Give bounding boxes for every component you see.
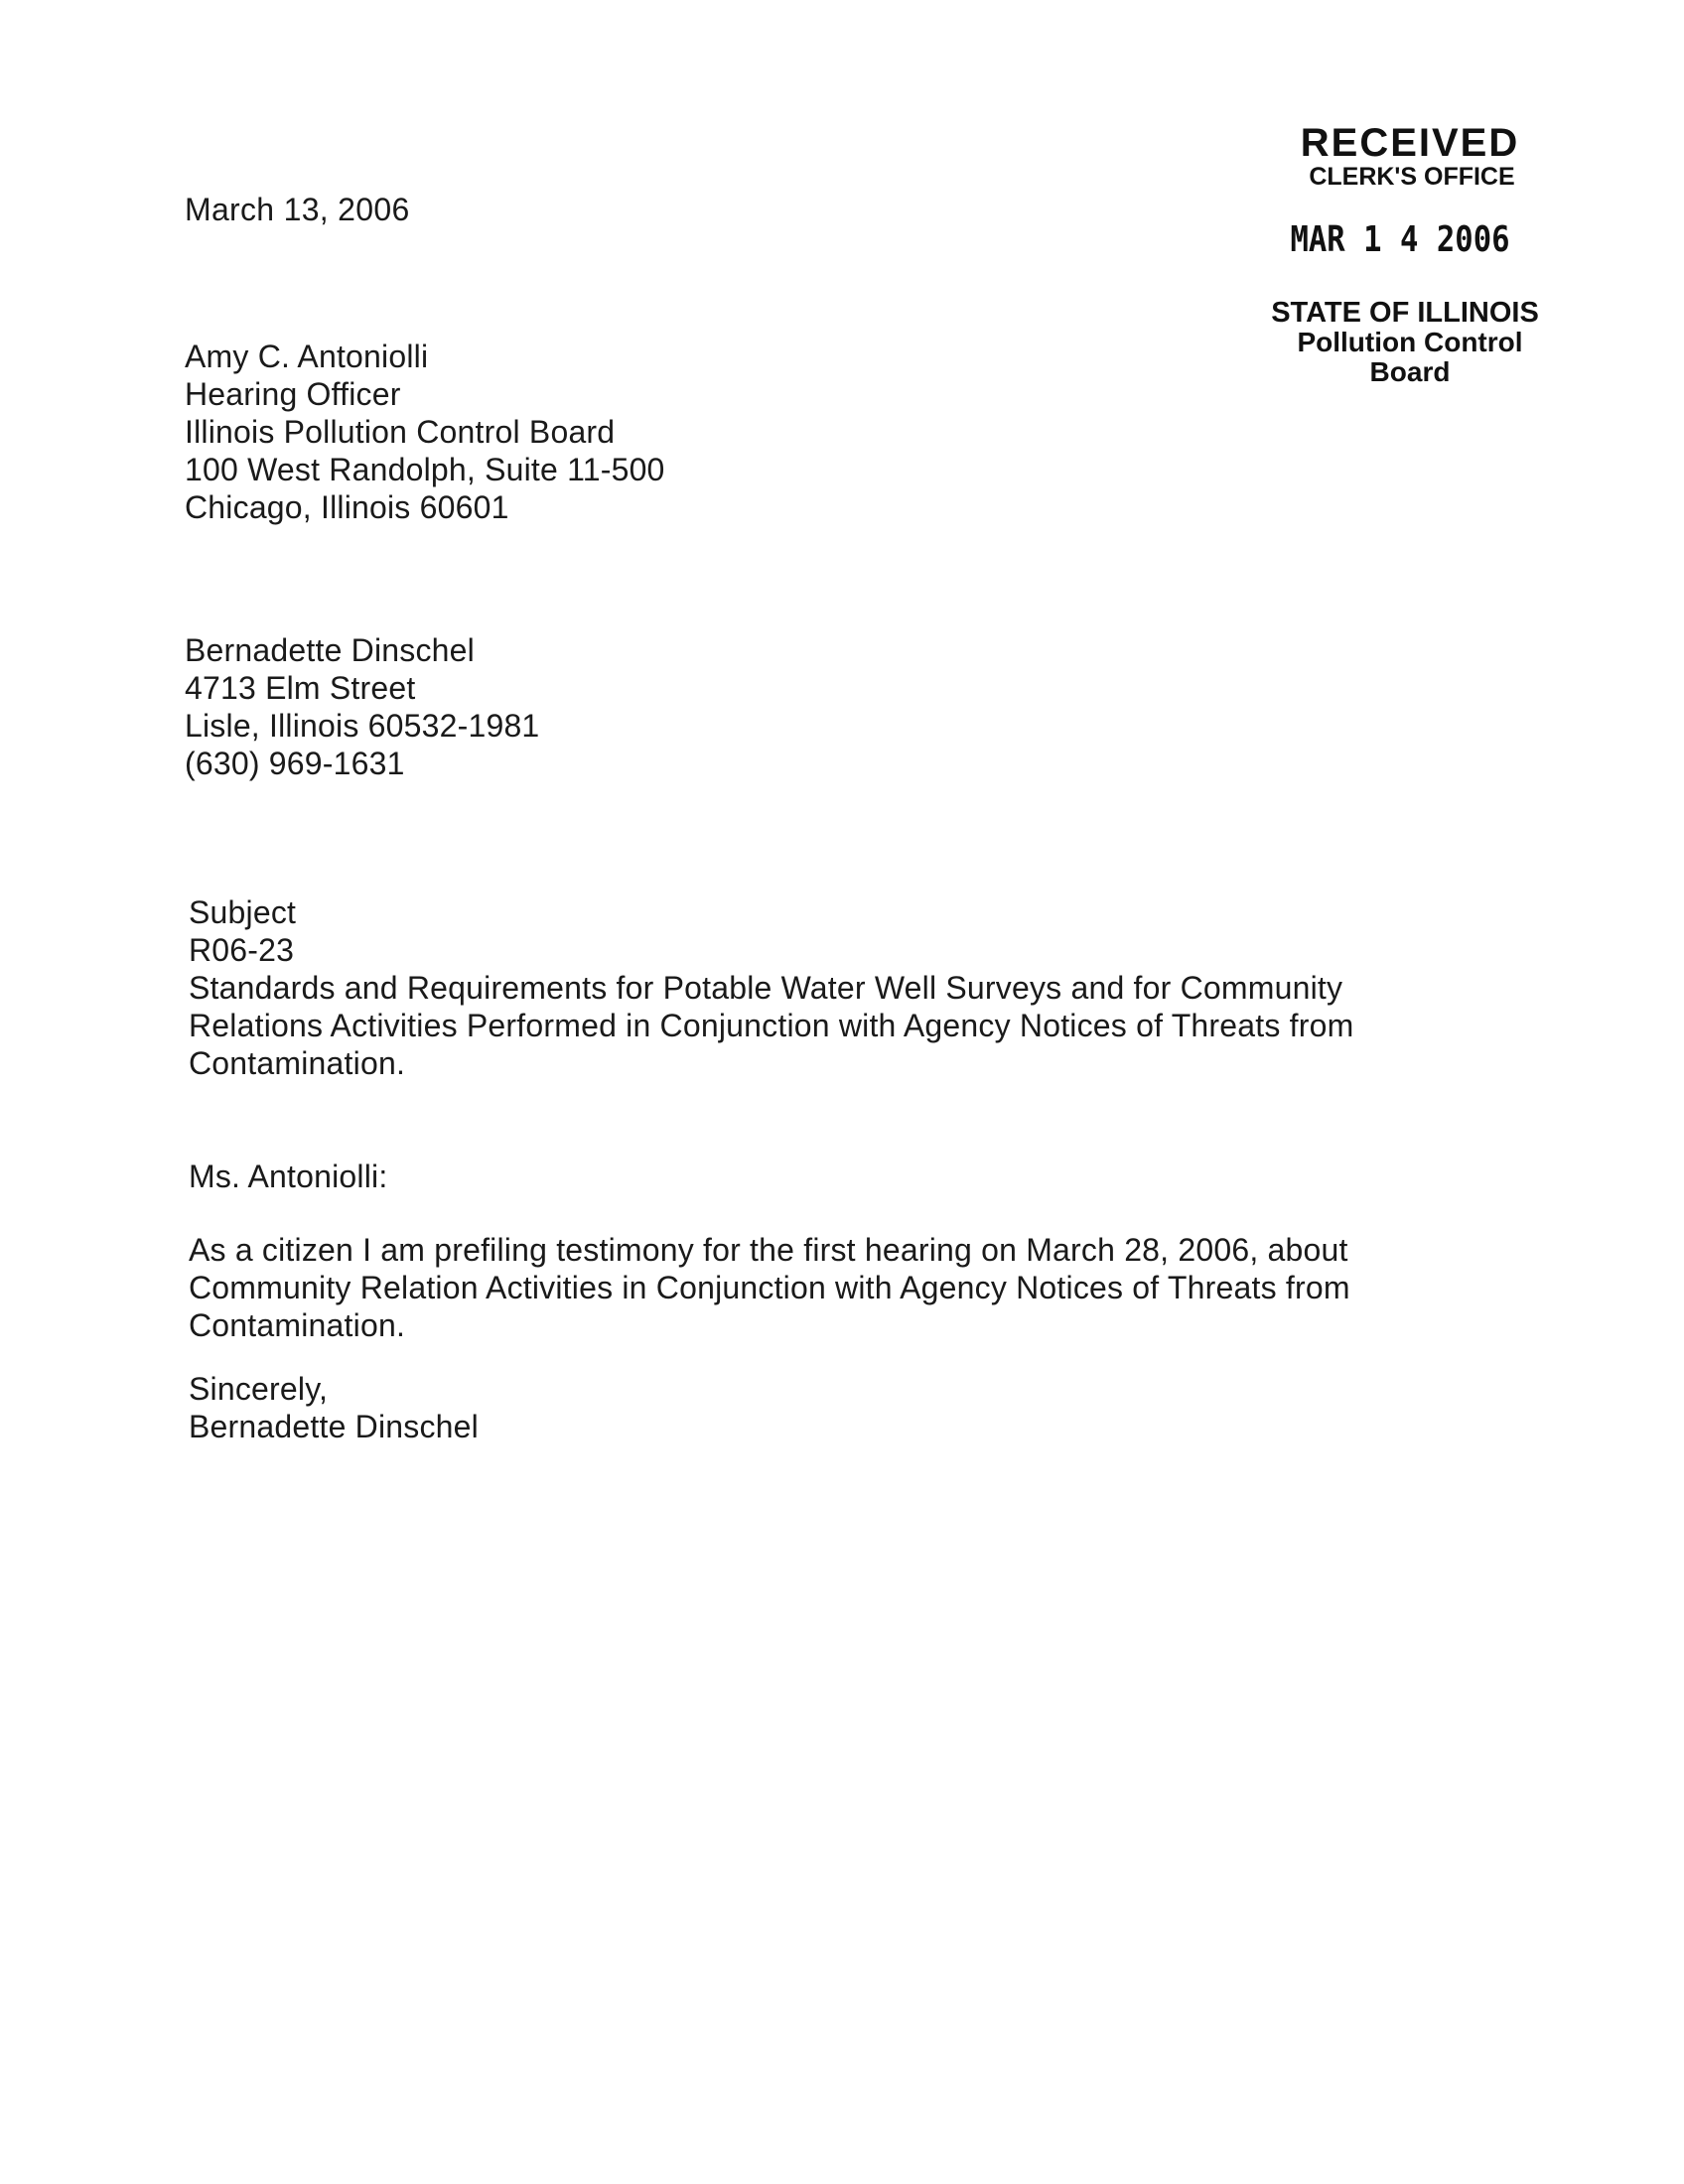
stamp-office: CLERK'S OFFICE <box>1309 163 1515 191</box>
recipient-city: Chicago, Illinois 60601 <box>185 489 509 525</box>
subject-text-line-3: Contamination. <box>189 1045 406 1081</box>
subject-text-line-2: Relations Activities Performed in Conjunction with Agency Notices of Threats from <box>189 1008 1354 1043</box>
signature-name: Bernadette Dinschel <box>189 1409 479 1444</box>
subject-label: Subject <box>189 894 297 930</box>
recipient-organization: Illinois Pollution Control Board <box>185 414 616 450</box>
stamp-received: RECEIVED <box>1300 121 1520 165</box>
stamp-board: Pollution Control Board <box>1297 327 1523 387</box>
sender-street: 4713 Elm Street <box>185 670 416 706</box>
body-line-1: As a citizen I am prefiling testimony for the first hearing on March 28, 2006, about <box>189 1232 1348 1268</box>
recipient-street: 100 West Randolph, Suite 11-500 <box>185 452 665 487</box>
sender-phone: (630) 969-1631 <box>185 746 405 781</box>
salutation: Ms. Antoniolli: <box>189 1159 388 1194</box>
stamp-state: STATE OF ILLINOIS <box>1271 297 1539 329</box>
sender-address <box>185 631 539 782</box>
subject-text-line-1: Standards and Requirements for Potable Water Well Surveys and for Community <box>189 970 1343 1006</box>
letter-date: March 13, 2006 <box>185 192 410 227</box>
closing-block <box>189 1370 479 1445</box>
recipient-title: Hearing Officer <box>185 376 401 412</box>
recipient-address <box>185 338 665 526</box>
closing: Sincerely, <box>189 1371 329 1407</box>
body-paragraph <box>189 1231 1479 1344</box>
subject-block <box>189 893 1479 1082</box>
recipient-name: Amy C. Antoniolli <box>185 339 429 374</box>
sender-city: Lisle, Illinois 60532-1981 <box>185 708 540 744</box>
subject-docket: R06-23 <box>189 932 295 968</box>
sender-name: Bernadette Dinschel <box>185 632 475 668</box>
stamp-date: MAR 1 4 2006 <box>1290 219 1510 260</box>
received-stamp <box>1231 123 1559 387</box>
body-line-3: Contamination. <box>189 1307 406 1343</box>
body-line-2: Community Relation Activities in Conjunction with Agency Notices of Threats from <box>189 1270 1350 1305</box>
